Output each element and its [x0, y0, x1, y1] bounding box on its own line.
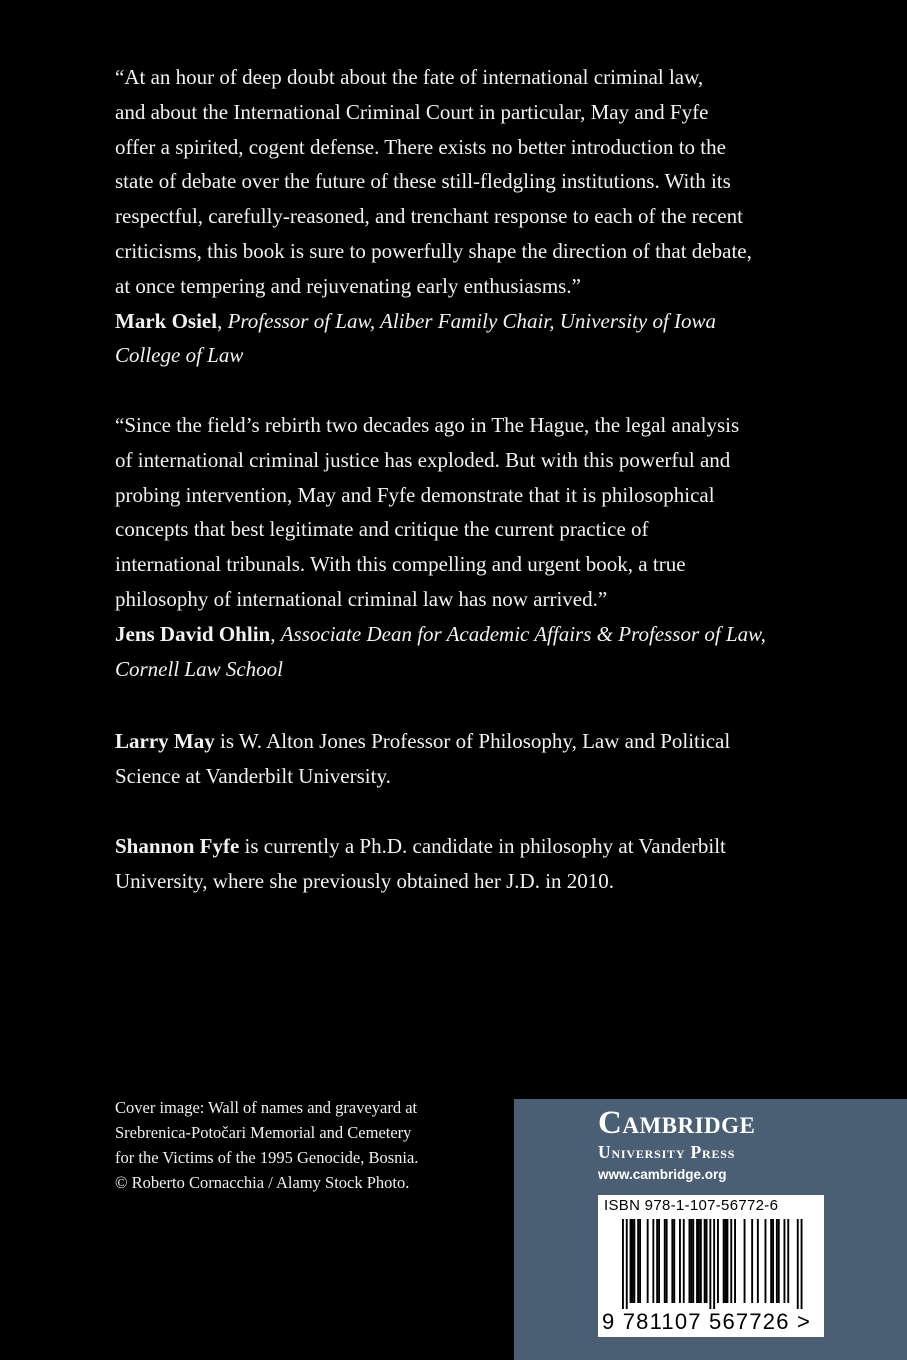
- barcode-bar: [704, 1219, 706, 1303]
- quote-line: international tribunals. With this compelling and urgent book, a true: [115, 552, 686, 577]
- barcode-bar: [801, 1219, 803, 1309]
- barcode-bar: [706, 1219, 708, 1303]
- endorsement-quote-2: [115, 408, 805, 686]
- quote-line: and about the International Criminal Court in particular, May and Fyfe: [115, 99, 709, 124]
- barcode-bar: [700, 1219, 702, 1303]
- barcode-bar: [689, 1219, 691, 1303]
- barcode-bar: [664, 1219, 666, 1303]
- bio-line: [115, 724, 805, 759]
- bio-text: is currently a Ph.D. candidate in philosophy at Vanderbilt: [239, 834, 726, 858]
- barcode-bar: [690, 1219, 692, 1303]
- credit-line: Cover image: Wall of names and graveyard at: [115, 1098, 418, 1117]
- barcode-bar: [709, 1219, 711, 1309]
- isbn-label: ISBN 978-1-107-56772-6: [604, 1197, 779, 1214]
- bio-line: [115, 829, 805, 864]
- barcode-bar: [765, 1219, 767, 1303]
- quote-attribution: [115, 304, 805, 339]
- barcode-bar: [639, 1219, 641, 1303]
- quote-line: concepts that best legitimate and critique the current practice of: [115, 517, 649, 542]
- quote-line: “Since the field’s rebirth two decades ago in The Hague, the legal analysis: [115, 413, 740, 437]
- publisher-name: Cambridge: [598, 1105, 756, 1141]
- credit-line: for the Victims of the 1995 Genocide, Bosnia.: [115, 1148, 419, 1167]
- barcode-bar: [633, 1219, 635, 1303]
- barcode-bar: [652, 1219, 654, 1303]
- author-name: Shannon Fyfe: [115, 834, 240, 858]
- barcode-bar: [671, 1219, 673, 1303]
- barcode-bar: [757, 1219, 759, 1303]
- barcode-bar: [622, 1219, 624, 1309]
- barcode-bar: [772, 1219, 774, 1303]
- barcode-bar: [751, 1219, 753, 1303]
- author-bio-2: [115, 829, 805, 899]
- endorser-title: College of Law: [115, 343, 244, 368]
- cover-image-credit: [115, 1095, 495, 1195]
- quote-line: “At an hour of deep doubt about the fate of international criminal law,: [115, 65, 704, 89]
- barcode-bar: [778, 1219, 780, 1303]
- barcode-bar: [637, 1219, 639, 1303]
- bio-text: Science at Vanderbilt University.: [115, 763, 391, 788]
- barcode-bar: [770, 1219, 772, 1303]
- publisher-url: www.cambridge.org: [598, 1167, 727, 1182]
- bio-text: University, where she previously obtained her J.D. in 2010.: [115, 868, 615, 893]
- barcode-bar: [734, 1219, 736, 1303]
- quote-line: respectful, carefully-reasoned, and trenchant response to each of the recent: [115, 204, 743, 229]
- barcode-bar: [692, 1219, 694, 1303]
- barcode-bar: [723, 1219, 725, 1303]
- quote-line: offer a spirited, cogent defense. There exists no better introduction to the: [115, 134, 726, 159]
- barcode-bar: [679, 1219, 681, 1303]
- barcode-bar: [626, 1219, 628, 1309]
- quote-line: philosophy of international criminal law has now arrived.”: [115, 586, 608, 611]
- endorser-name: Mark Osiel: [115, 308, 218, 333]
- barcode-bar: [744, 1219, 746, 1303]
- barcode-panel: [598, 1195, 824, 1337]
- barcode-image: [598, 1219, 824, 1311]
- barcode-bar: [673, 1219, 675, 1303]
- publisher-subname: University Press: [598, 1142, 736, 1162]
- attribution-separator: ,: [270, 621, 281, 646]
- endorser-name: Jens David Ohlin: [115, 621, 271, 646]
- barcode-bar: [787, 1219, 789, 1303]
- barcode-bar: [797, 1219, 799, 1309]
- attribution-separator: ,: [217, 308, 228, 333]
- quote-attribution: [115, 617, 805, 652]
- barcode-bar: [725, 1219, 727, 1303]
- barcode-bar: [776, 1219, 778, 1303]
- quote-line: probing intervention, May and Fyfe demonstrate that it is philosophical: [115, 482, 715, 507]
- barcode-bar: [696, 1219, 698, 1303]
- endorser-title: Professor of Law, Aliber Family Chair, University of Iowa: [227, 308, 717, 333]
- barcode-bar: [727, 1219, 729, 1303]
- barcode-bar: [647, 1219, 649, 1303]
- barcode-bar: [666, 1219, 668, 1303]
- barcode-bar: [683, 1219, 685, 1303]
- barcode-digits: 9 781107 567726 >: [602, 1309, 812, 1334]
- credit-line: © Roberto Cornacchia / Alamy Stock Photo.: [115, 1173, 410, 1192]
- barcode-bar: [784, 1219, 786, 1303]
- publisher-box: [514, 1099, 907, 1360]
- credit-line: Srebrenica-Potočari Memorial and Cemetery: [115, 1123, 412, 1142]
- quote-line: at once tempering and rejuvenating early enthusiasms.”: [115, 273, 581, 298]
- quote-line: of international criminal justice has exploded. But with this powerful and: [115, 447, 731, 472]
- endorser-title: Associate Dean for Academic Affairs & Professor of Law,: [280, 621, 766, 646]
- barcode-bar: [656, 1219, 658, 1303]
- barcode-bar: [713, 1219, 715, 1309]
- endorsement-quote-1: [115, 60, 805, 373]
- barcode-bar: [658, 1219, 660, 1303]
- barcode-bar: [698, 1219, 700, 1303]
- quote-line: state of debate over the future of these still-fledgling institutions. With its: [115, 169, 731, 194]
- endorser-title: Cornell Law School: [115, 656, 284, 681]
- barcode-bar: [730, 1219, 732, 1303]
- author-name: Larry May: [115, 729, 215, 753]
- author-bio-1: [115, 724, 805, 794]
- barcode-bar: [632, 1219, 634, 1303]
- barcode-bar: [717, 1219, 719, 1303]
- barcode-bar: [630, 1219, 632, 1303]
- quote-line: criticisms, this book is sure to powerfully shape the direction of that debate,: [115, 238, 752, 263]
- bio-text: is W. Alton Jones Professor of Philosophy, Law and Political: [214, 729, 731, 753]
